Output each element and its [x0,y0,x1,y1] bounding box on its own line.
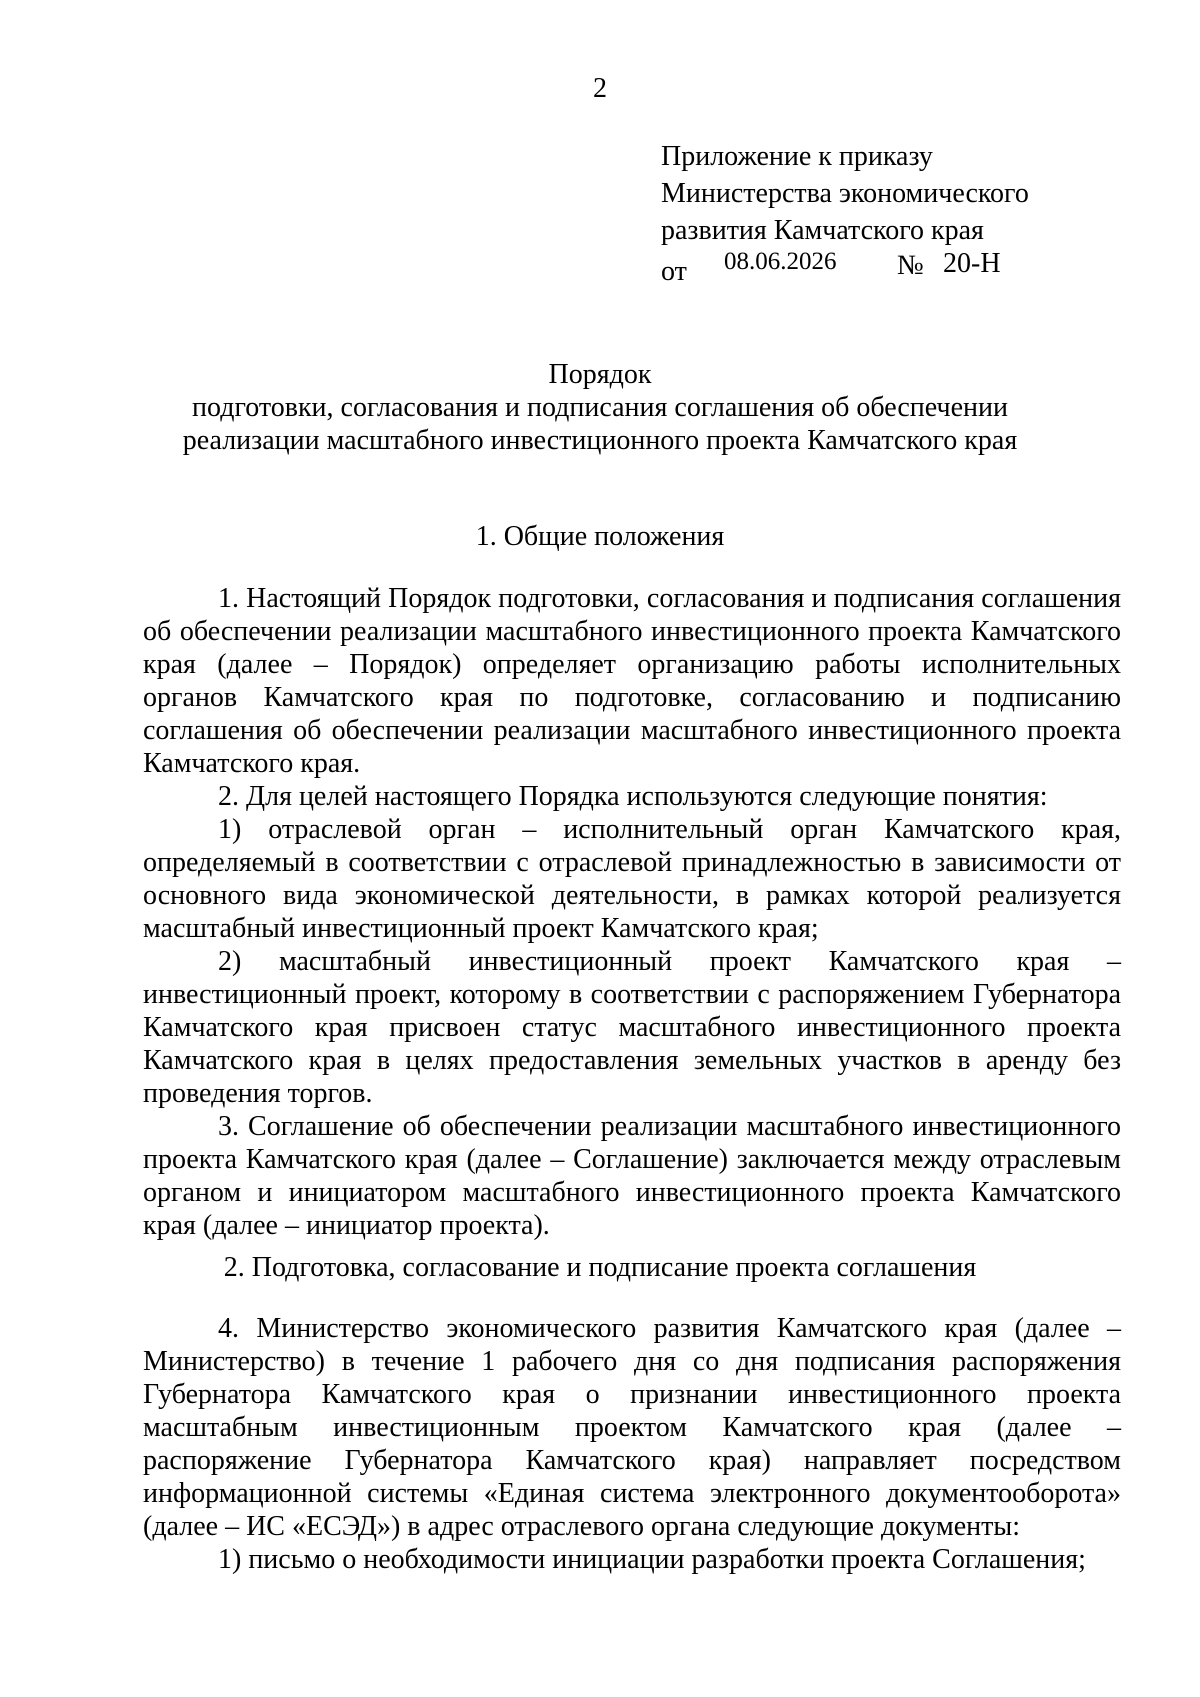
appendix-line-3: развития Камчатского края [661,215,984,246]
paragraph-4: 4. Министерство экономического развития Камчатского края (далее – Министерство) в течение 1 рабочего дня со дня подписания распоряжения Губернатора Камчатского края о признании инвестиционного проекта масштабным инвестиционным проектом Камчатского края (далее – распоряжение Губернатора Камчатского края) направляет посредством информационной системы «Единая система электронного документооборота» (далее – ИС «ЕСЭД») в адрес отраслевого органа следующие документы: [143,1313,1121,1542]
paragraph-1: 1. Настоящий Порядок подготовки, согласования и подписания соглашения об обеспечении реализации масштабного инвестиционного проекта Камчатского края (далее – Порядок) определяет организацию работы исполнительных органов Камчатского края по подготовке, согласованию и подписанию соглашения об обеспечении реализации масштабного инвестиционного проекта Камчатского края. [143,583,1121,779]
order-date: 08.06.2026 [724,248,837,275]
appendix-line-1: Приложение к приказу [661,141,933,172]
title-line-1: Порядок [548,359,652,390]
section-1-heading: 1. Общие положения [475,521,725,552]
order-from-label: от [661,256,687,287]
paragraph-2-item-1: 1) отраслевой орган – исполнительный орган Камчатского края, определяемый в соответствии с отраслевой принадлежностью в зависимости от основного вида экономической деятельности, в рамках которой реализуется масштабный инвестиционный проект Камчатского края; [143,814,1121,944]
order-number: 20-Н [943,248,1001,279]
page-number: 2 [593,73,607,104]
order-number-sign: № [897,250,924,281]
paragraph-4-item-1: 1) письмо о необходимости инициации разработки проекта Соглашения; [218,1544,1086,1575]
paragraph-3: 3. Соглашение об обеспечении реализации масштабного инвестиционного проекта Камчатского края (далее – Соглашение) заключается между отраслевым органом и инициатором масштабного инвестиционного проекта Камчатского края (далее – инициатор проекта). [143,1111,1121,1241]
order-reference [661,248,1061,287]
paragraph-2-item-2: 2) масштабный инвестиционный проект Камчатского края – инвестиционный проект, которому в соответствии с распоряжением Губернатора Камчатского края присвоен статус масштабного инвестиционного проекта Камчатского края в целях предоставления земельных участков в аренду без проведения торгов. [143,946,1121,1109]
section-2-heading: 2. Подготовка, согласование и подписание проекта соглашения [223,1252,977,1283]
title-line-3: реализации масштабного инвестиционного проекта Камчатского края [182,425,1018,456]
appendix-line-2: Министерства экономического [661,178,1029,209]
title-line-2: подготовки, согласования и подписания соглашения об обеспечении [192,392,1008,423]
section-2-body [143,1312,1121,1576]
appendix-header [661,138,1029,249]
section-1-body [143,582,1121,1242]
document-title [0,358,1200,457]
paragraph-2: 2. Для целей настоящего Порядка используются следующие понятия: [218,781,1048,812]
